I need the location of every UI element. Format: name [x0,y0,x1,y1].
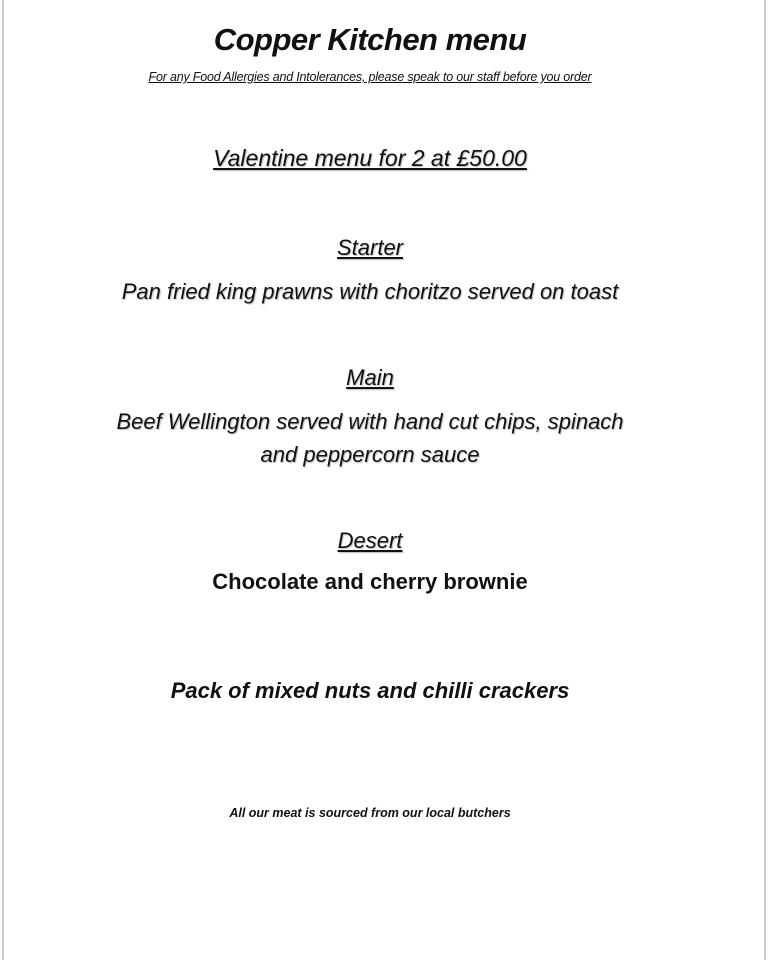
page-edge-right [764,0,766,960]
meat-sourcing-note: All our meat is sourced from our local butchers [229,806,511,820]
main-dish-line-1: Beef Wellington served with hand cut chips, spinach [116,409,624,434]
allergy-notice: For any Food Allergies and Intolerances, please speak to our staff before you order [148,70,592,84]
main-dish-line-2: and peppercorn sauce [260,442,480,467]
section-heading-starter: Starter [336,235,404,260]
extra-item: Pack of mixed nuts and chilli crackers [170,678,570,703]
section-heading-desert: Desert [337,528,403,553]
desert-dish: Chocolate and cherry brownie [212,569,528,594]
starter-dish: Pan fried king prawns with choritzo served on toast [121,279,619,304]
menu-title: Copper Kitchen menu [213,22,527,57]
valentine-offer: Valentine menu for 2 at £50.00 [213,145,527,171]
section-heading-main: Main [346,365,394,390]
